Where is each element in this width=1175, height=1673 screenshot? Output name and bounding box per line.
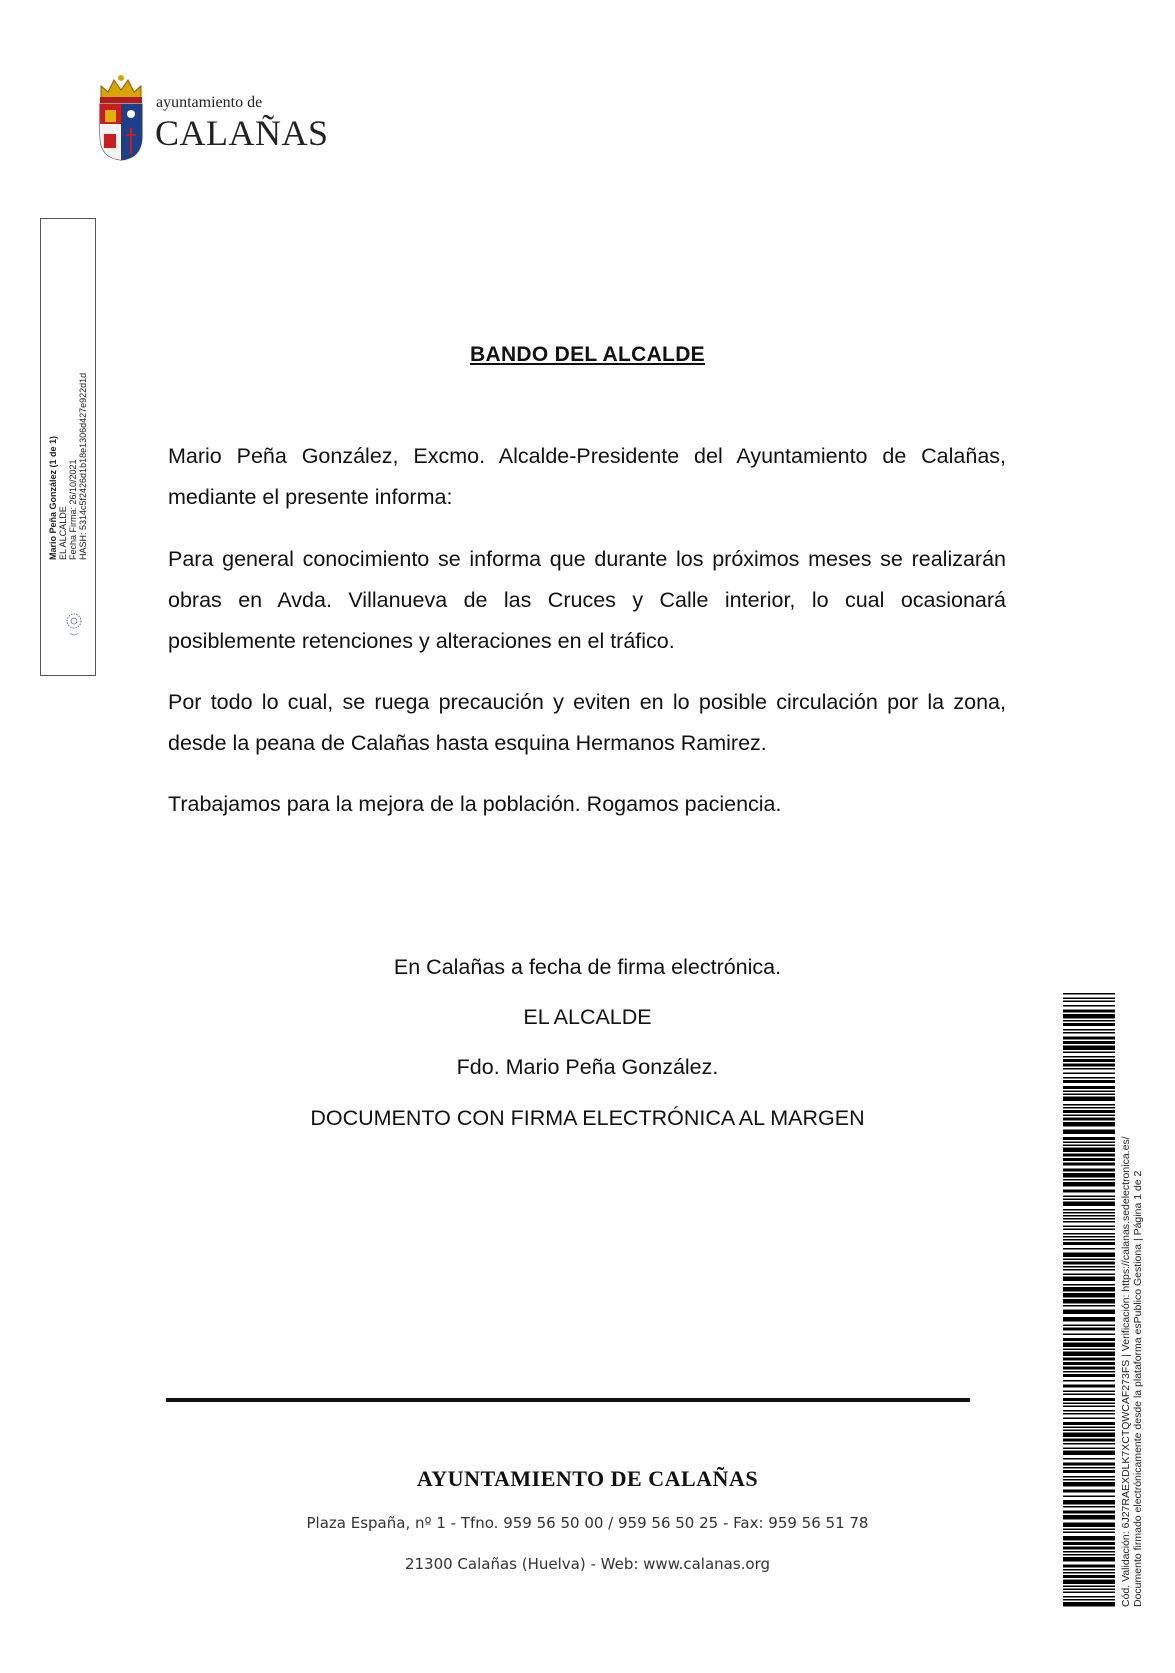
- signer-name: Mario Peña González (1 de 1): [48, 435, 58, 560]
- platform-note: Documento firmado electrónicamente desde la plataforma esPublico Gestiona | Página 1 de 2: [1132, 1170, 1144, 1607]
- barcode-icon: [1063, 993, 1115, 1607]
- footer-address: Plaza España, nº 1 - Tfno. 959 56 50 00 / 959 56 50 25 - Fax: 959 56 51 78: [306, 1514, 869, 1532]
- document-title: BANDO DEL ALCALDE: [470, 343, 705, 366]
- footer-organization: AYUNTAMIENTO DE CALAÑAS: [416, 1466, 759, 1491]
- footer-divider: [166, 1398, 970, 1402]
- validation-code: Cód. Validación: 6J27RAEXDLK7XCTQWCAF273FS | Verificación: https://calanas.sedelectronica.es/: [1120, 1136, 1132, 1607]
- place-date-line: En Calañas a fecha de firma electrónica.: [393, 955, 782, 979]
- logo-subtitle: ayuntamiento de: [156, 94, 263, 111]
- paragraph-intro: Mario Peña González, Excmo. Alcalde-Presidente del Ayuntamiento de Calañas, mediante el presente informa:: [168, 444, 1006, 509]
- coat-of-arms-icon: [96, 68, 146, 162]
- signature-info: [48, 200, 88, 560]
- signer-title: EL ALCALDE: [523, 1005, 652, 1029]
- signed-by: Fdo. Mario Peña González.: [456, 1055, 719, 1079]
- logo-title: CALAÑAS: [155, 113, 329, 153]
- verification-info: [1120, 1047, 1144, 1607]
- electronic-seal-icon: [62, 605, 86, 645]
- signer-role: EL ALCALDE: [58, 506, 68, 560]
- signature-note: DOCUMENTO CON FIRMA ELECTRÓNICA AL MARGEN: [310, 1106, 865, 1130]
- municipality-logo: [96, 68, 336, 166]
- signature-hash: HASH: 5314c5f2426d1b18e1306d427e922d1d: [78, 372, 88, 560]
- paragraph-works: Para general conocimiento se informa que durante los próximos meses se realizarán obras en Avda. Villanueva de las Cruces y Calle interior, lo cual ocasionará posiblemente retenciones y alteraciones en el tráfico.: [168, 547, 1006, 653]
- paragraph-caution: Por todo lo cual, se ruega precaución y eviten en lo posible circulación por la zona, desde la peana de Calañas hasta esquina Hermanos Ramirez.: [168, 690, 1006, 755]
- paragraph-closing: Trabajamos para la mejora de la población. Rogamos paciencia.: [168, 792, 782, 816]
- signature-date: Fecha Firma: 26/10/2021: [68, 459, 78, 560]
- footer-city-web: 21300 Calañas (Huelva) - Web: www.calanas.org: [404, 1555, 771, 1573]
